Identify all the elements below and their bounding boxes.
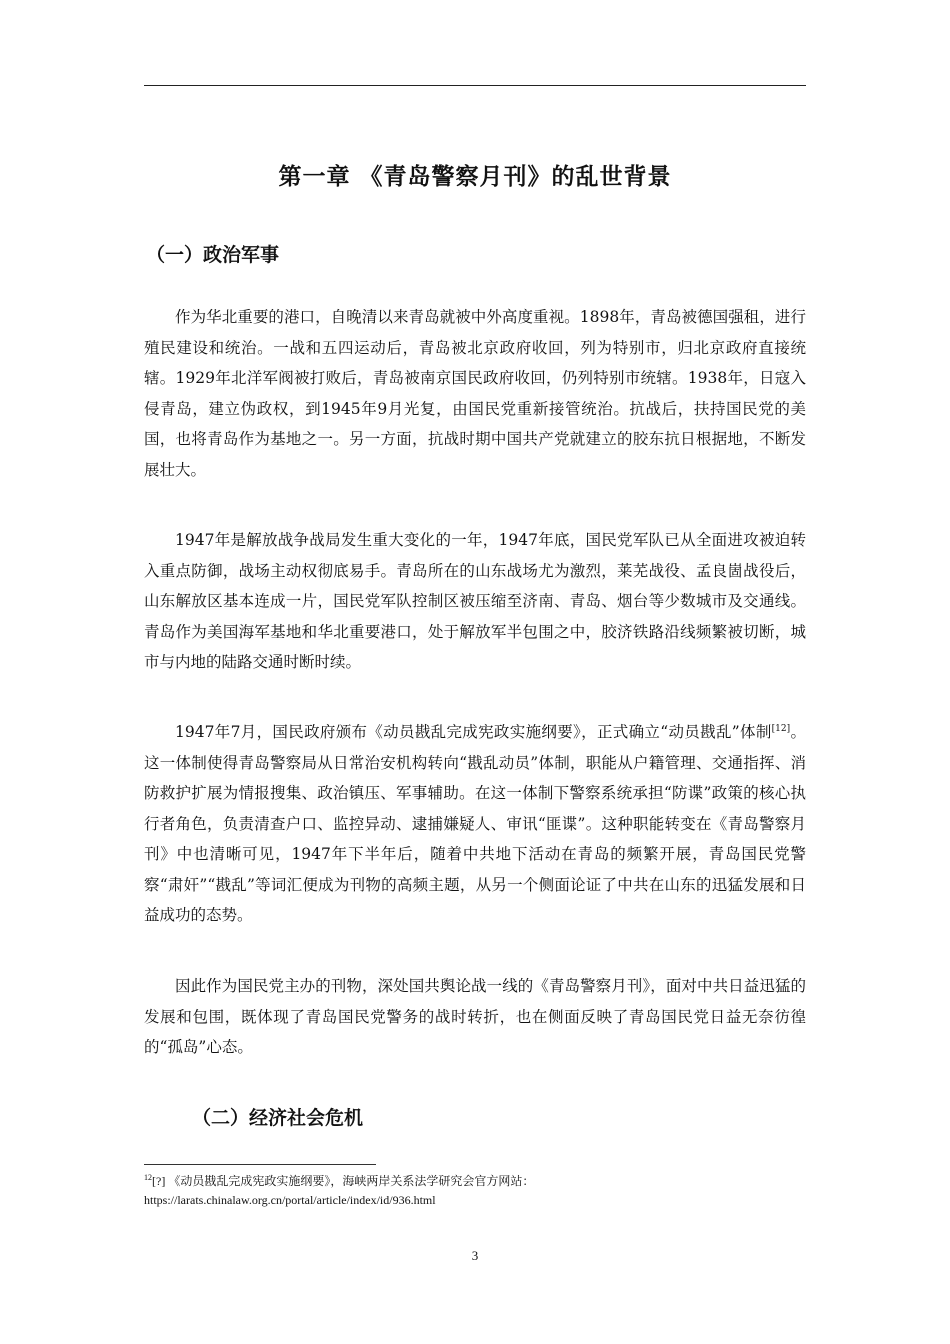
page-number: 3: [471, 1248, 479, 1263]
paragraph-text-after-ref: 。这一体制使得青岛警察局从日常治安机构转向“戡乱动员”体制，职能从户籍管理、交通指挥、消防救护扩展为情报搜集、政治镇压、军事辅助。在这一体制下警察系统承担“防谍”政策的核心执行者角色，负责清查户口、监控异动、逮捕嫌疑人、审讯“匪谍”。这种职能转变在《青岛警察月刊》中也清晰可见，1947年下半年后，随着中共地下活动在青岛的频繁开展，青岛国民党警察“肃奸”“戡乱”等词汇便成为刊物的高频主题，从另一个侧面论证了中共在山东的迅猛发展和日益成功的态势。: [144, 723, 806, 924]
paragraph-text: 1947年是解放战争战局发生重大变化的一年，1947年底，国民党军队已从全面进攻被迫转入重点防御，战场主动权彻底易手。青岛所在的山东战场尤为激烈，莱芜战役、孟良崮战役后，山东解放区基本连成一片，国民党军队控制区被压缩至济南、青岛、烟台等少数城市及交通线。青岛作为美国海军基地和华北重要港口，处于解放军半包围之中，胶济铁路沿线频繁被切断，城市与内地的陆路交通时断时续。: [144, 531, 806, 671]
footnote-text: [?] 《动员戡乱完成宪政实施纲要》，海峡两岸关系法学研究会官方网站：: [152, 1174, 535, 1188]
paragraph-4: [144, 971, 806, 1063]
paragraph-text: [144, 717, 806, 931]
paragraph-text: 因此作为国民党主办的刊物，深处国共舆论战一线的《青岛警察月刊》，面对中共日益迅猛的发展和包围，既体现了青岛国民党警务的战时转折，也在侧面反映了青岛国民党日益无奈彷徨的“孤岛”心态。: [144, 977, 806, 1056]
footnote-marker: 12: [144, 1173, 152, 1182]
paragraph-text-before-ref: 1947年7月，国民政府颁布《动员戡乱完成宪政实施纲要》，正式确立“动员戡乱”体制: [175, 723, 772, 741]
section-heading-economy: （二）经济社会危机: [192, 1107, 364, 1129]
paragraph-2: [144, 525, 806, 678]
section-heading-politics: （一）政治军事: [146, 244, 280, 266]
footnote-separator: [144, 1164, 376, 1165]
paragraph-3: [144, 717, 806, 931]
chapter-title: 第一章 《青岛警察月刊》的乱世背景: [278, 164, 672, 190]
footnote: [144, 1172, 806, 1210]
footnote-line-1: [144, 1172, 806, 1191]
paragraph-text: 作为华北重要的港口，自晚清以来青岛就被中外高度重视。1898年，青岛被德国强租，进行殖民建设和统治。一战和五四运动后，青岛被北京政府收回，列为特别市，归北京政府直接统辖。1929年北洋军阀被打败后，青岛被南京国民政府收回，仍列特别市统辖。1938年，日寇入侵青岛，建立伪政权，到1945年9月光复，由国民党重新接管统治。抗战后，扶持国民党的美国，也将青岛作为基地之一。另一方面，抗战时期中国共产党就建立的胶东抗日根据地，不断发展壮大。: [144, 308, 806, 479]
footnote-reference[interactable]: [12]: [771, 723, 791, 734]
paragraph-1: [144, 302, 806, 485]
footnote-url[interactable]: https://larats.chinalaw.org.cn/portal/article/index/id/936.html: [144, 1193, 436, 1207]
header-rule: [144, 85, 806, 86]
